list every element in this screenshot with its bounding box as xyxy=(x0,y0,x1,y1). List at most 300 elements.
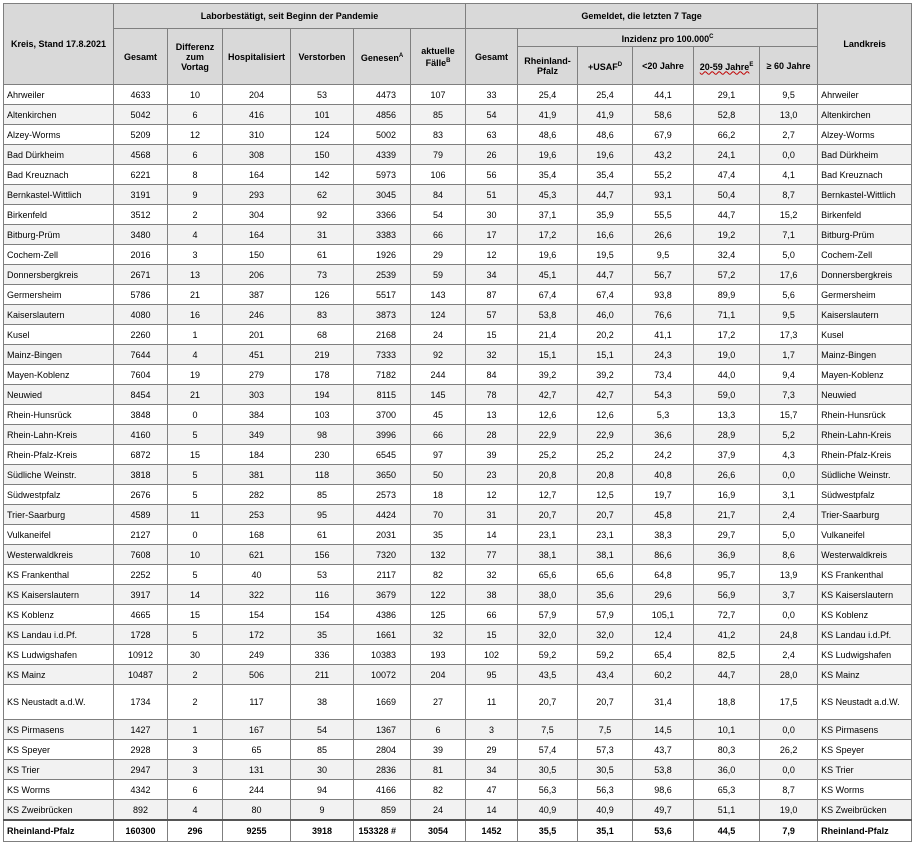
cell-inzidenz-rlp: 38,1 xyxy=(518,545,578,565)
cell-differenz: 6 xyxy=(168,780,223,800)
cell-differenz: 11 xyxy=(168,505,223,525)
cell-differenz: 21 xyxy=(168,385,223,405)
cell-genesen: 3996 xyxy=(354,425,411,445)
cell-inzidenz-60-plus: 2,7 xyxy=(760,125,818,145)
cell-inzidenz-20-59: 44,0 xyxy=(694,365,760,385)
cell-verstorben: 61 xyxy=(291,245,354,265)
cell-hospitalisiert: 279 xyxy=(223,365,291,385)
cell-inzidenz-60-plus: 5,6 xyxy=(760,285,818,305)
cell-hospitalisiert: 164 xyxy=(223,225,291,245)
cell-verstorben: 83 xyxy=(291,305,354,325)
cell-genesen: 10072 xyxy=(354,665,411,685)
cell-inzidenz-usaf: 16,6 xyxy=(578,225,633,245)
cell-kreis: Cochem-Zell xyxy=(4,245,114,265)
cell-inzidenz-usaf: 56,3 xyxy=(578,780,633,800)
cell-differenz: 15 xyxy=(168,445,223,465)
cell-genesen: 1926 xyxy=(354,245,411,265)
table-row xyxy=(4,125,912,145)
cell-inzidenz-60-plus: 4,3 xyxy=(760,445,818,465)
cell-genesen: 4386 xyxy=(354,605,411,625)
cell-genesen: 3700 xyxy=(354,405,411,425)
cell-aktuelle-faelle: 106 xyxy=(411,165,466,185)
cell-inzidenz-60-plus: 0,0 xyxy=(760,605,818,625)
cell-genesen: 2836 xyxy=(354,760,411,780)
cell-kreis: Altenkirchen xyxy=(4,105,114,125)
cell-kreis: KS Koblenz xyxy=(4,605,114,625)
cell-inzidenz-60-plus: 3,1 xyxy=(760,485,818,505)
cell-inzidenz-usaf: 44,7 xyxy=(578,185,633,205)
cell-inzidenz-20-59: 52,8 xyxy=(694,105,760,125)
cell-genesen: 2539 xyxy=(354,265,411,285)
cell-differenz: 30 xyxy=(168,645,223,665)
cell-kreis: Neuwied xyxy=(4,385,114,405)
table-row xyxy=(4,185,912,205)
cell-differenz: 2 xyxy=(168,665,223,685)
cell-verstorben: 54 xyxy=(291,720,354,740)
cell-aktuelle-faelle: 82 xyxy=(411,780,466,800)
cell-hospitalisiert: 308 xyxy=(223,145,291,165)
cell-verstorben: 62 xyxy=(291,185,354,205)
cell-inzidenz-under-20: 55,5 xyxy=(633,205,694,225)
cell-gesamt: 3512 xyxy=(114,205,168,225)
cell-verstorben: 92 xyxy=(291,205,354,225)
cell-gesamt: 10912 xyxy=(114,645,168,665)
cell-inzidenz-rlp: 19,6 xyxy=(518,245,578,265)
cell-inzidenz-60-plus: 0,0 xyxy=(760,720,818,740)
cell-inzidenz-rlp: 41,9 xyxy=(518,105,578,125)
cell-kreis: Kaiserslautern xyxy=(4,305,114,325)
cell-gesamt: 5042 xyxy=(114,105,168,125)
cell-gesamt: 2260 xyxy=(114,325,168,345)
cell-inzidenz-rlp: 12,7 xyxy=(518,485,578,505)
cell-genesen: 3650 xyxy=(354,465,411,485)
table-row xyxy=(4,85,912,105)
cell-genesen: 3045 xyxy=(354,185,411,205)
cell-gesamt-7-tage: 57 xyxy=(466,305,518,325)
cell-aktuelle-faelle: 107 xyxy=(411,85,466,105)
cell-inzidenz-rlp: 53,8 xyxy=(518,305,578,325)
cell-hospitalisiert: 117 xyxy=(223,685,291,720)
cell-inzidenz-60-plus: 15,7 xyxy=(760,405,818,425)
cell-inzidenz-under-20: 19,7 xyxy=(633,485,694,505)
table-row xyxy=(4,385,912,405)
cell-landkreis: KS Neustadt a.d.W. xyxy=(818,685,912,720)
header-verstorben: Verstorben xyxy=(291,29,354,85)
cell-kreis: Mayen-Koblenz xyxy=(4,365,114,385)
table-row xyxy=(4,525,912,545)
cell-aktuelle-faelle: 32 xyxy=(411,625,466,645)
cell-inzidenz-usaf: 57,3 xyxy=(578,740,633,760)
cell-inzidenz-under-20: 56,7 xyxy=(633,265,694,285)
cell-landkreis: KS Trier xyxy=(818,760,912,780)
cell-inzidenz-60-plus: 8,7 xyxy=(760,185,818,205)
cell-gesamt: 892 xyxy=(114,800,168,821)
cell-differenz: 0 xyxy=(168,525,223,545)
cell-kreis: Bad Dürkheim xyxy=(4,145,114,165)
cell-inzidenz-rlp: 40,9 xyxy=(518,800,578,821)
cell-gesamt-7-tage: 87 xyxy=(466,285,518,305)
cell-gesamt-7-tage: 78 xyxy=(466,385,518,405)
cell-inzidenz-20-59: 82,5 xyxy=(694,645,760,665)
cell-genesen: 3679 xyxy=(354,585,411,605)
cell-gesamt: 3480 xyxy=(114,225,168,245)
cell-gesamt-7-tage: 63 xyxy=(466,125,518,145)
cell-hospitalisiert: 293 xyxy=(223,185,291,205)
cell-landkreis: Altenkirchen xyxy=(818,105,912,125)
cell-inzidenz-rlp: 23,1 xyxy=(518,525,578,545)
cell-inzidenz-60-plus: 24,8 xyxy=(760,625,818,645)
cell-gesamt-7-tage: 47 xyxy=(466,780,518,800)
cell-kreis: Ahrweiler xyxy=(4,85,114,105)
cell-landkreis: Mayen-Koblenz xyxy=(818,365,912,385)
cell-gesamt-7-tage: 32 xyxy=(466,345,518,365)
cell-inzidenz-rlp: 35,4 xyxy=(518,165,578,185)
cell-inzidenz-60-plus: 4,1 xyxy=(760,165,818,185)
cell-gesamt: 3917 xyxy=(114,585,168,605)
cell-aktuelle-faelle: 66 xyxy=(411,225,466,245)
cell-aktuelle-faelle: 24 xyxy=(411,325,466,345)
cell-gesamt: 2928 xyxy=(114,740,168,760)
cell-kreis: Trier-Saarburg xyxy=(4,505,114,525)
cell-landkreis: KS Frankenthal xyxy=(818,565,912,585)
cell-gesamt-7-tage: 84 xyxy=(466,365,518,385)
table-row xyxy=(4,285,912,305)
cell-aktuelle-faelle: 35 xyxy=(411,525,466,545)
cell-landkreis: Südliche Weinstr. xyxy=(818,465,912,485)
cell-inzidenz-under-20: 14,5 xyxy=(633,720,694,740)
total-cell-gesamt: 160300 xyxy=(114,820,168,842)
cell-landkreis: Bad Kreuznach xyxy=(818,165,912,185)
cell-kreis: KS Worms xyxy=(4,780,114,800)
cell-differenz: 12 xyxy=(168,125,223,145)
cell-inzidenz-usaf: 25,4 xyxy=(578,85,633,105)
table-row xyxy=(4,265,912,285)
cell-verstorben: 194 xyxy=(291,385,354,405)
cell-verstorben: 73 xyxy=(291,265,354,285)
cell-kreis: Westerwaldkreis xyxy=(4,545,114,565)
cell-inzidenz-usaf: 43,4 xyxy=(578,665,633,685)
total-cell-hospitalisiert: 9255 xyxy=(223,820,291,842)
cell-inzidenz-20-59: 71,1 xyxy=(694,305,760,325)
cell-aktuelle-faelle: 124 xyxy=(411,305,466,325)
cell-inzidenz-rlp: 39,2 xyxy=(518,365,578,385)
cell-gesamt-7-tage: 14 xyxy=(466,525,518,545)
cell-inzidenz-under-20: 54,3 xyxy=(633,385,694,405)
cell-inzidenz-20-59: 19,0 xyxy=(694,345,760,365)
cell-kreis: Rhein-Hunsrück xyxy=(4,405,114,425)
cell-verstorben: 154 xyxy=(291,605,354,625)
cell-inzidenz-rlp: 20,7 xyxy=(518,505,578,525)
cell-kreis: Südwestpfalz xyxy=(4,485,114,505)
cell-inzidenz-60-plus: 17,6 xyxy=(760,265,818,285)
cell-kreis: Bitburg-Prüm xyxy=(4,225,114,245)
table-row xyxy=(4,305,912,325)
cell-inzidenz-20-59: 28,9 xyxy=(694,425,760,445)
cell-aktuelle-faelle: 6 xyxy=(411,720,466,740)
table-row xyxy=(4,465,912,485)
cell-inzidenz-20-59: 10,1 xyxy=(694,720,760,740)
cell-inzidenz-60-plus: 1,7 xyxy=(760,345,818,365)
cell-gesamt-7-tage: 12 xyxy=(466,245,518,265)
cell-gesamt-7-tage: 13 xyxy=(466,405,518,425)
cell-gesamt-7-tage: 29 xyxy=(466,740,518,760)
cell-verstorben: 53 xyxy=(291,565,354,585)
cell-inzidenz-under-20: 24,3 xyxy=(633,345,694,365)
cell-inzidenz-usaf: 42,7 xyxy=(578,385,633,405)
cell-inzidenz-60-plus: 13,9 xyxy=(760,565,818,585)
header-rheinland-pfalz: Rheinland-Pfalz xyxy=(518,47,578,85)
cell-differenz: 6 xyxy=(168,145,223,165)
cell-inzidenz-20-59: 41,2 xyxy=(694,625,760,645)
cell-inzidenz-under-20: 53,8 xyxy=(633,760,694,780)
cell-inzidenz-rlp: 19,6 xyxy=(518,145,578,165)
cell-gesamt: 7604 xyxy=(114,365,168,385)
cell-genesen: 3873 xyxy=(354,305,411,325)
cell-inzidenz-usaf: 44,7 xyxy=(578,265,633,285)
cell-landkreis: Alzey-Worms xyxy=(818,125,912,145)
cell-inzidenz-20-59: 29,7 xyxy=(694,525,760,545)
cell-hospitalisiert: 184 xyxy=(223,445,291,465)
table-row xyxy=(4,225,912,245)
cell-landkreis: Bitburg-Prüm xyxy=(818,225,912,245)
cell-landkreis: Rhein-Hunsrück xyxy=(818,405,912,425)
cell-verstorben: 61 xyxy=(291,525,354,545)
cell-inzidenz-under-20: 5,3 xyxy=(633,405,694,425)
cell-genesen: 10383 xyxy=(354,645,411,665)
cell-kreis: KS Landau i.d.Pf. xyxy=(4,625,114,645)
cell-inzidenz-usaf: 65,6 xyxy=(578,565,633,585)
cell-inzidenz-20-59: 65,3 xyxy=(694,780,760,800)
cell-gesamt: 4080 xyxy=(114,305,168,325)
table-row xyxy=(4,780,912,800)
cell-hospitalisiert: 131 xyxy=(223,760,291,780)
cell-gesamt: 5209 xyxy=(114,125,168,145)
cell-aktuelle-faelle: 84 xyxy=(411,185,466,205)
cell-inzidenz-usaf: 46,0 xyxy=(578,305,633,325)
cell-gesamt-7-tage: 31 xyxy=(466,505,518,525)
cell-verstorben: 230 xyxy=(291,445,354,465)
table-row xyxy=(4,205,912,225)
cell-gesamt-7-tage: 51 xyxy=(466,185,518,205)
cell-inzidenz-20-59: 26,6 xyxy=(694,465,760,485)
cell-inzidenz-under-20: 40,8 xyxy=(633,465,694,485)
cell-differenz: 5 xyxy=(168,565,223,585)
total-cell-inzidenz-under-20: 53,6 xyxy=(633,820,694,842)
cell-gesamt-7-tage: 32 xyxy=(466,565,518,585)
cell-inzidenz-20-59: 13,3 xyxy=(694,405,760,425)
header-genesen: Genesen$^A$ xyxy=(354,29,411,85)
cell-gesamt: 3848 xyxy=(114,405,168,425)
cell-inzidenz-under-20: 9,5 xyxy=(633,245,694,265)
cell-aktuelle-faelle: 204 xyxy=(411,665,466,685)
table-row xyxy=(4,405,912,425)
cell-hospitalisiert: 387 xyxy=(223,285,291,305)
cell-inzidenz-20-59: 36,0 xyxy=(694,760,760,780)
table-row xyxy=(4,720,912,740)
table-row xyxy=(4,800,912,821)
cell-kreis: KS Mainz xyxy=(4,665,114,685)
cell-gesamt-7-tage: 34 xyxy=(466,760,518,780)
cell-differenz: 13 xyxy=(168,265,223,285)
cell-gesamt-7-tage: 15 xyxy=(466,325,518,345)
total-cell-verstorben: 3918 xyxy=(291,820,354,842)
cell-landkreis: Mainz-Bingen xyxy=(818,345,912,365)
cell-landkreis: Neuwied xyxy=(818,385,912,405)
cell-inzidenz-rlp: 22,9 xyxy=(518,425,578,445)
cell-gesamt: 6221 xyxy=(114,165,168,185)
cell-inzidenz-rlp: 32,0 xyxy=(518,625,578,645)
cell-gesamt-7-tage: 3 xyxy=(466,720,518,740)
cell-gesamt: 4342 xyxy=(114,780,168,800)
cell-inzidenz-60-plus: 9,4 xyxy=(760,365,818,385)
total-cell-kreis: Rheinland-Pfalz xyxy=(4,820,114,842)
cell-landkreis: KS Landau i.d.Pf. xyxy=(818,625,912,645)
cell-landkreis: KS Zweibrücken xyxy=(818,800,912,821)
cell-landkreis: Vulkaneifel xyxy=(818,525,912,545)
cell-inzidenz-60-plus: 9,5 xyxy=(760,85,818,105)
cell-genesen: 2573 xyxy=(354,485,411,505)
cell-gesamt: 2127 xyxy=(114,525,168,545)
cell-gesamt: 4160 xyxy=(114,425,168,445)
cell-gesamt-7-tage: 17 xyxy=(466,225,518,245)
cell-differenz: 6 xyxy=(168,105,223,125)
cell-inzidenz-usaf: 30,5 xyxy=(578,760,633,780)
cell-inzidenz-20-59: 29,1 xyxy=(694,85,760,105)
table-row xyxy=(4,645,912,665)
header-60-plus: ≥ 60 Jahre xyxy=(760,47,818,85)
cell-inzidenz-rlp: 42,7 xyxy=(518,385,578,405)
cell-gesamt: 7608 xyxy=(114,545,168,565)
cell-verstorben: 142 xyxy=(291,165,354,185)
cell-inzidenz-usaf: 19,6 xyxy=(578,145,633,165)
cell-aktuelle-faelle: 39 xyxy=(411,740,466,760)
total-cell-landkreis: Rheinland-Pfalz xyxy=(818,820,912,842)
cell-gesamt-7-tage: 54 xyxy=(466,105,518,125)
cell-inzidenz-60-plus: 17,3 xyxy=(760,325,818,345)
cell-inzidenz-rlp: 12,6 xyxy=(518,405,578,425)
header-aktuelle-faelle: aktuelle Fälle$^B$ xyxy=(411,29,466,85)
header-gesamt: Gesamt xyxy=(114,29,168,85)
cell-inzidenz-usaf: 32,0 xyxy=(578,625,633,645)
cell-differenz: 1 xyxy=(168,325,223,345)
cell-inzidenz-rlp: 43,5 xyxy=(518,665,578,685)
cell-aktuelle-faelle: 92 xyxy=(411,345,466,365)
cell-aktuelle-faelle: 50 xyxy=(411,465,466,485)
cell-gesamt: 4589 xyxy=(114,505,168,525)
cell-hospitalisiert: 172 xyxy=(223,625,291,645)
cell-aktuelle-faelle: 244 xyxy=(411,365,466,385)
cell-landkreis: KS Pirmasens xyxy=(818,720,912,740)
cell-aktuelle-faelle: 143 xyxy=(411,285,466,305)
cell-hospitalisiert: 416 xyxy=(223,105,291,125)
cell-inzidenz-under-20: 58,6 xyxy=(633,105,694,125)
cell-verstorben: 30 xyxy=(291,760,354,780)
cell-gesamt-7-tage: 66 xyxy=(466,605,518,625)
cell-gesamt-7-tage: 12 xyxy=(466,485,518,505)
cell-verstorben: 103 xyxy=(291,405,354,425)
cell-inzidenz-rlp: 57,4 xyxy=(518,740,578,760)
cell-gesamt: 5786 xyxy=(114,285,168,305)
cell-aktuelle-faelle: 122 xyxy=(411,585,466,605)
cell-genesen: 2804 xyxy=(354,740,411,760)
cell-differenz: 2 xyxy=(168,685,223,720)
cell-kreis: Vulkaneifel xyxy=(4,525,114,545)
cell-inzidenz-60-plus: 26,2 xyxy=(760,740,818,760)
header-gesamt-7-tage: Gesamt xyxy=(466,29,518,85)
cell-inzidenz-usaf: 40,9 xyxy=(578,800,633,821)
cell-inzidenz-20-59: 80,3 xyxy=(694,740,760,760)
cell-verstorben: 156 xyxy=(291,545,354,565)
cell-verstorben: 118 xyxy=(291,465,354,485)
cell-kreis: Mainz-Bingen xyxy=(4,345,114,365)
header-under-20: <20 Jahre xyxy=(633,47,694,85)
cell-inzidenz-60-plus: 5,0 xyxy=(760,245,818,265)
cell-differenz: 16 xyxy=(168,305,223,325)
cell-inzidenz-20-59: 16,9 xyxy=(694,485,760,505)
cell-aktuelle-faelle: 82 xyxy=(411,565,466,585)
cell-kreis: KS Ludwigshafen xyxy=(4,645,114,665)
cell-inzidenz-60-plus: 5,0 xyxy=(760,525,818,545)
cell-gesamt: 4568 xyxy=(114,145,168,165)
covid-statistics-table xyxy=(3,3,912,842)
total-cell-inzidenz-rlp: 35,5 xyxy=(518,820,578,842)
cell-verstorben: 98 xyxy=(291,425,354,445)
header-differenz: Differenz zum Vortag xyxy=(168,29,223,85)
cell-inzidenz-under-20: 73,4 xyxy=(633,365,694,385)
cell-genesen: 2168 xyxy=(354,325,411,345)
cell-genesen: 4424 xyxy=(354,505,411,525)
cell-genesen: 4166 xyxy=(354,780,411,800)
cell-inzidenz-under-20: 60,2 xyxy=(633,665,694,685)
cell-landkreis: Kusel xyxy=(818,325,912,345)
table-row xyxy=(4,625,912,645)
cell-aktuelle-faelle: 81 xyxy=(411,760,466,780)
cell-kreis: Alzey-Worms xyxy=(4,125,114,145)
cell-genesen: 5973 xyxy=(354,165,411,185)
cell-inzidenz-usaf: 35,4 xyxy=(578,165,633,185)
cell-gesamt-7-tage: 23 xyxy=(466,465,518,485)
header-usaf: $+USAF^D$ xyxy=(578,47,633,85)
cell-inzidenz-rlp: 25,4 xyxy=(518,85,578,105)
cell-aktuelle-faelle: 85 xyxy=(411,105,466,125)
cell-gesamt-7-tage: 28 xyxy=(466,425,518,445)
cell-inzidenz-usaf: 19,5 xyxy=(578,245,633,265)
cell-hospitalisiert: 206 xyxy=(223,265,291,285)
cell-aktuelle-faelle: 54 xyxy=(411,205,466,225)
table-row xyxy=(4,585,912,605)
cell-genesen: 3366 xyxy=(354,205,411,225)
cell-kreis: Kusel xyxy=(4,325,114,345)
cell-hospitalisiert: 381 xyxy=(223,465,291,485)
cell-differenz: 2 xyxy=(168,205,223,225)
cell-inzidenz-under-20: 43,2 xyxy=(633,145,694,165)
cell-inzidenz-60-plus: 19,0 xyxy=(760,800,818,821)
cell-kreis: KS Trier xyxy=(4,760,114,780)
cell-aktuelle-faelle: 193 xyxy=(411,645,466,665)
cell-gesamt-7-tage: 11 xyxy=(466,685,518,720)
table-row xyxy=(4,485,912,505)
cell-inzidenz-rlp: 59,2 xyxy=(518,645,578,665)
cell-landkreis: Cochem-Zell xyxy=(818,245,912,265)
cell-inzidenz-under-20: 93,1 xyxy=(633,185,694,205)
cell-kreis: KS Frankenthal xyxy=(4,565,114,585)
cell-gesamt: 4665 xyxy=(114,605,168,625)
cell-gesamt: 1728 xyxy=(114,625,168,645)
cell-inzidenz-under-20: 76,6 xyxy=(633,305,694,325)
cell-verstorben: 35 xyxy=(291,625,354,645)
cell-inzidenz-under-20: 64,8 xyxy=(633,565,694,585)
cell-inzidenz-20-59: 21,7 xyxy=(694,505,760,525)
